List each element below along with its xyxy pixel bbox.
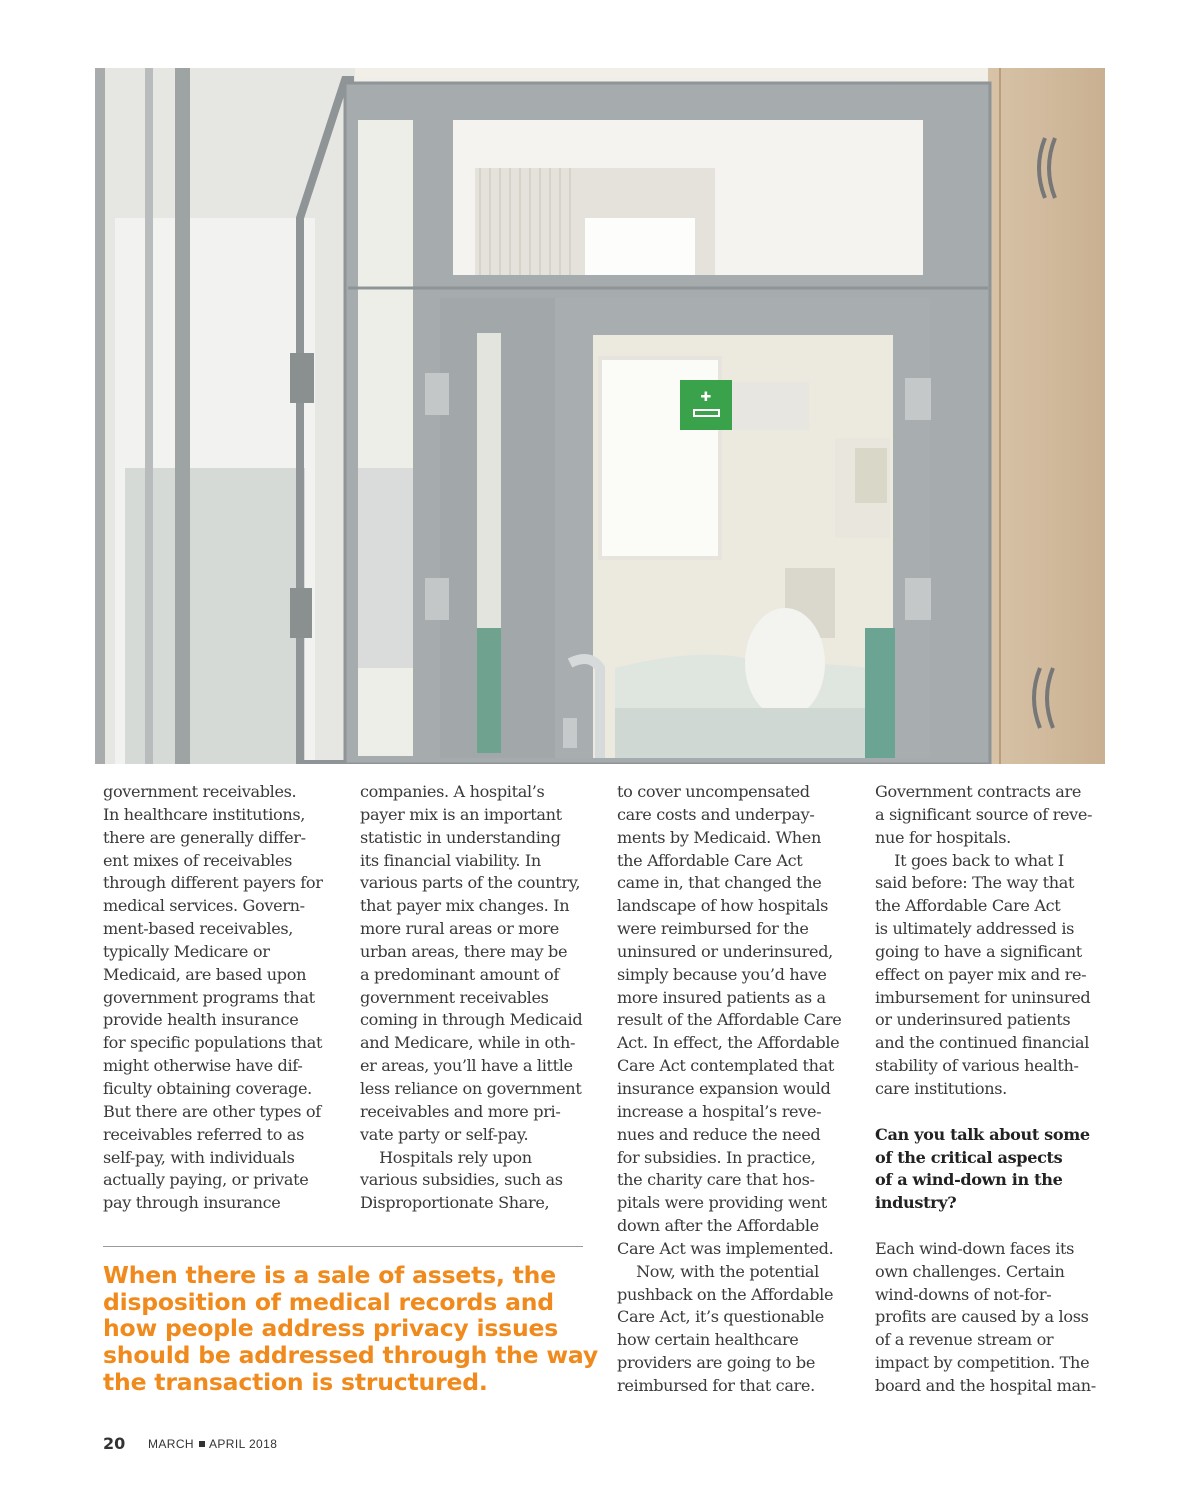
- body-text-line: care institutions.: [875, 1078, 1007, 1098]
- body-text-line: Now, with the potential: [617, 1261, 819, 1281]
- pull-quote-line: how people address privacy issues: [103, 1314, 559, 1343]
- body-text-line: own challenges. Certain: [875, 1261, 1065, 1281]
- body-text-line: Each wind-down faces its: [875, 1238, 1075, 1258]
- body-text-line: wind-downs of not-for-: [875, 1284, 1052, 1304]
- column-4-body-b: [875, 1238, 1107, 1398]
- body-text-line: for specific populations that: [103, 1033, 323, 1053]
- body-text-line: of a revenue stream or: [875, 1330, 1054, 1350]
- svg-text:✚: ✚: [700, 390, 712, 405]
- body-text-line: came in, that changed the: [617, 873, 822, 893]
- body-text-line: various parts of the country,: [360, 873, 581, 893]
- pull-quote-line: When there is a sale of assets, the: [103, 1261, 556, 1289]
- body-text-line: reimbursed for that care.: [617, 1375, 815, 1395]
- body-text-line: uninsured or underinsured,: [617, 941, 833, 961]
- pull-quote-rule: [103, 1246, 583, 1247]
- body-text-line: a significant source of reve-: [875, 804, 1093, 824]
- body-text-line: insurance expansion would: [617, 1078, 831, 1098]
- body-text-line: were reimbursed for the: [617, 919, 809, 939]
- body-text-line: care costs and underpay-: [617, 804, 815, 824]
- body-text-line: that payer mix changes. In: [360, 896, 570, 916]
- body-text-line: ments by Medicaid. When: [617, 827, 821, 847]
- body-text-line: Care Act was implemented.: [617, 1238, 834, 1258]
- body-text-line: government receivables: [360, 987, 549, 1007]
- question-line: of a wind-down in the: [875, 1170, 1063, 1190]
- question-line: of the critical aspects: [875, 1147, 1063, 1167]
- column-1: [103, 781, 335, 1215]
- body-text-line: coming in through Medicaid: [360, 1010, 583, 1030]
- body-text-line: Medicaid, are based upon: [103, 964, 307, 984]
- body-text-line: Care Act, it’s questionable: [617, 1307, 824, 1327]
- body-text-line: more rural areas or more: [360, 919, 559, 939]
- body-text-line: Hospitals rely upon: [360, 1147, 532, 1167]
- body-text-line: self-pay, with individuals: [103, 1147, 295, 1167]
- body-text-line: its financial viability. In: [360, 850, 541, 870]
- body-text-line: pay through insurance: [103, 1193, 281, 1213]
- question-line: Can you talk about some: [875, 1124, 1090, 1144]
- body-text-line: board and the hospital man-: [875, 1375, 1096, 1395]
- body-text-line: typically Medicare or: [103, 941, 270, 961]
- separator-square-icon: [199, 1441, 205, 1447]
- interview-question: [875, 1124, 1107, 1215]
- body-text-line: government programs that: [103, 987, 315, 1007]
- body-text-line: stability of various health-: [875, 1056, 1079, 1076]
- pull-quote-line: the transaction is structured.: [103, 1367, 488, 1396]
- hospital-bed-cross-icon: [680, 380, 732, 430]
- body-text-line: there are generally differ-: [103, 827, 306, 847]
- body-text-line: ment-based receivables,: [103, 919, 294, 939]
- question-line: industry?: [875, 1193, 957, 1213]
- body-text-line: the charity care that hos-: [617, 1170, 815, 1190]
- body-text-line: Care Act contemplated that: [617, 1056, 835, 1076]
- body-text-line: down after the Affordable: [617, 1216, 819, 1236]
- body-text-line: simply because you’d have: [617, 964, 827, 984]
- body-text-line: Act. In effect, the Affordable: [617, 1033, 840, 1053]
- body-text-line: effect on payer mix and re-: [875, 964, 1087, 984]
- body-text-line: going to have a significant: [875, 941, 1082, 961]
- body-text-line: how certain healthcare: [617, 1330, 799, 1350]
- body-text-line: nues and reduce the need: [617, 1124, 821, 1144]
- body-text-line: result of the Affordable Care: [617, 1010, 842, 1030]
- body-text-line: increase a hospital’s reve-: [617, 1101, 822, 1121]
- body-text-line: profits are caused by a loss: [875, 1307, 1089, 1327]
- body-text-line: receivables referred to as: [103, 1124, 304, 1144]
- body-text-line: pushback on the Affordable: [617, 1284, 834, 1304]
- body-text-line: more insured patients as a: [617, 987, 826, 1007]
- body-text-line: payer mix is an important: [360, 804, 562, 824]
- body-text-line: through different payers for: [103, 873, 323, 893]
- body-text-line: statistic in understanding: [360, 827, 561, 847]
- photo-illustration: [95, 68, 1105, 764]
- column-3: [617, 781, 849, 1398]
- body-text-line: Government contracts are: [875, 782, 1082, 801]
- body-text-line: to cover uncompensated: [617, 782, 810, 801]
- body-text-line: and the continued financial: [875, 1033, 1090, 1053]
- body-text-line: for subsidies. In practice,: [617, 1147, 816, 1167]
- body-text-line: receivables and more pri-: [360, 1101, 561, 1121]
- issue-month-b: APRIL 2018: [209, 1437, 278, 1451]
- body-text-line: impact by competition. The: [875, 1353, 1090, 1373]
- body-text-line: nue for hospitals.: [875, 827, 1011, 847]
- body-text-line: actually paying, or private: [103, 1170, 309, 1190]
- pull-quote: [103, 1261, 598, 1396]
- pull-quote-line: should be addressed through the way: [103, 1341, 598, 1370]
- body-text-line: It goes back to what I: [875, 850, 1064, 870]
- body-text-line: the Affordable Care Act: [617, 850, 803, 870]
- body-text-line: vate party or self-pay.: [360, 1124, 529, 1144]
- column-4: [875, 781, 1107, 1398]
- body-text-line: provide health insurance: [103, 1010, 299, 1030]
- body-text-line: said before: The way that: [875, 873, 1075, 893]
- body-text-line: urban areas, there may be: [360, 941, 568, 961]
- body-text-line: or underinsured patients: [875, 1010, 1071, 1030]
- column-4-body-a: [875, 781, 1107, 1101]
- body-text-line: ent mixes of receivables: [103, 850, 293, 870]
- issue-date: [148, 1437, 277, 1451]
- body-text-line: might otherwise have dif-: [103, 1056, 303, 1076]
- body-text-line: and Medicare, while in oth-: [360, 1033, 576, 1053]
- body-text-line: But there are other types of: [103, 1101, 321, 1121]
- body-text-line: imbursement for uninsured: [875, 987, 1091, 1007]
- body-text-line: is ultimately addressed is: [875, 919, 1075, 939]
- body-text-line: providers are going to be: [617, 1353, 816, 1373]
- body-text-line: the Affordable Care Act: [875, 896, 1061, 916]
- body-text-line: er areas, you’ll have a little: [360, 1056, 573, 1076]
- pull-quote-line: disposition of medical records and: [103, 1287, 554, 1316]
- column-2: [360, 781, 592, 1215]
- body-text-line: In healthcare institutions,: [103, 804, 306, 824]
- body-text-line: landscape of how hospitals: [617, 896, 829, 916]
- body-text-line: ficulty obtaining coverage.: [103, 1078, 312, 1098]
- body-text-line: companies. A hospital’s: [360, 782, 545, 801]
- page-number: 20: [103, 1434, 126, 1453]
- hospital-room-photo: [95, 68, 1105, 764]
- body-text-line: a predominant amount of: [360, 964, 559, 984]
- body-text-line: medical services. Govern-: [103, 896, 305, 916]
- body-text-line: pitals were providing went: [617, 1193, 827, 1213]
- body-text-line: less reliance on government: [360, 1078, 582, 1098]
- body-text-line: Disproportionate Share,: [360, 1193, 550, 1213]
- body-text-line: government receivables.: [103, 782, 297, 801]
- body-text-line: various subsidies, such as: [360, 1170, 563, 1190]
- issue-month-a: MARCH: [148, 1437, 194, 1451]
